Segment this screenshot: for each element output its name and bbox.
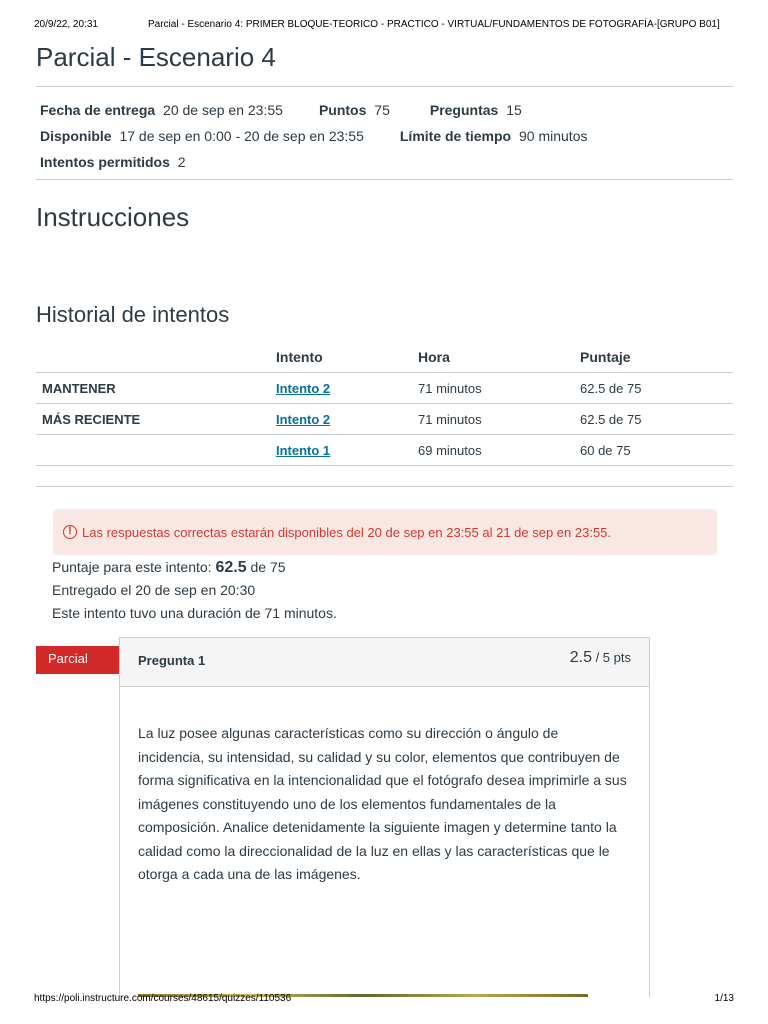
attempt-status xyxy=(36,435,270,466)
warning-circle-icon: ! xyxy=(63,525,77,539)
submission-summary xyxy=(52,556,337,625)
quiz-content xyxy=(36,40,733,487)
points-value: 75 xyxy=(374,102,390,118)
print-footer xyxy=(0,990,768,1010)
question-card xyxy=(119,637,650,997)
question-header xyxy=(120,638,649,687)
questions-label: Preguntas xyxy=(429,102,499,118)
due-label: Fecha de entrega xyxy=(40,102,156,118)
column-header: Puntaje xyxy=(574,342,733,373)
table-row xyxy=(36,373,733,404)
divider xyxy=(36,486,733,487)
page-title: Parcial - Escenario 4 xyxy=(36,42,276,72)
points xyxy=(319,102,390,118)
attempts-table xyxy=(36,342,733,466)
attempt-time: 71 minutos xyxy=(412,373,574,404)
column-header: Intento xyxy=(270,342,412,373)
question-text: La luz posee algunas características como su dirección o ángulo de incidencia, su intensidad, su calidad y su color, elementos que contribuyen de forma significativa en la intencionalidad que el fotógrafo desea imprimirle a sus imágenes constituyendo uno de los elementos fundamentales de la composición. Analice detenidamente la siguiente imagen y determine tanto la calidad como la direccionalidad de la luz en ellas y las características que le otorga a cada una de las imágenes. xyxy=(138,725,627,882)
instructions-heading: Instrucciones xyxy=(36,202,190,232)
attempt-time: 69 minutos xyxy=(412,435,574,466)
table-row xyxy=(36,435,733,466)
partial-tag-label: Parcial xyxy=(48,651,88,666)
time-limit-value: 90 minutos xyxy=(519,128,588,144)
history-heading: Historial de intentos xyxy=(36,302,230,327)
question-name: Pregunta 1 xyxy=(138,653,206,668)
duration-line: Este intento tuvo una duración de 71 minutos. xyxy=(52,605,337,621)
available-value: 17 de sep en 0:00 - 20 de sep en 23:55 xyxy=(119,128,364,144)
print-url: https://poli.instructure.com/courses/48615/quizzes/110536 xyxy=(34,993,292,1004)
score-prefix: Puntaje para este intento: xyxy=(52,559,216,575)
print-header xyxy=(0,0,768,30)
answers-availability-alert xyxy=(53,509,717,555)
partial-credit-tag xyxy=(36,646,122,674)
time-limit-label: Límite de tiempo xyxy=(399,128,512,144)
points-total: / 5 pts xyxy=(591,650,631,665)
page-number: 1/13 xyxy=(714,993,734,1004)
available-label: Disponible xyxy=(40,128,112,144)
question-points xyxy=(570,649,631,667)
attempt-score: 60 de 75 xyxy=(574,435,733,466)
table-row xyxy=(36,404,733,435)
available xyxy=(40,128,364,144)
attempt-score: 62.5 de 75 xyxy=(574,373,733,404)
time-limit xyxy=(400,128,588,144)
attempt-link[interactable]: Intento 1 xyxy=(276,442,331,458)
points-earned: 2.5 xyxy=(569,649,592,666)
submitted-line: Entregado el 20 de sep en 20:30 xyxy=(52,582,256,598)
allowed-attempts xyxy=(40,154,186,170)
points-label: Puntos xyxy=(318,102,367,118)
attempt-time: 71 minutos xyxy=(412,404,574,435)
questions xyxy=(430,102,522,118)
attempt-status: MÁS RECIENTE xyxy=(36,404,270,435)
alert-text: Las respuestas correctas estarán disponibles del 20 de sep en 23:55 al 21 de sep en 23:55. xyxy=(82,524,612,540)
attempt-score-line xyxy=(52,556,337,579)
due-date xyxy=(40,102,283,118)
questions-value: 15 xyxy=(506,102,522,118)
print-date: 20/9/22, 20:31 xyxy=(34,19,98,30)
due-value: 20 de sep en 23:55 xyxy=(163,102,283,118)
attempt-score: 62.5 de 75 xyxy=(574,404,733,435)
print-title: Parcial - Escenario 4: PRIMER BLOQUE-TEORICO - PRACTICO - VIRTUAL/FUNDAMENTOS DE FOTOGRAFÍA-[GRUPO B01] xyxy=(148,19,720,30)
attempt-status: MANTENER xyxy=(36,373,270,404)
table-header-row xyxy=(36,342,733,373)
quiz-details xyxy=(36,87,733,179)
column-header xyxy=(36,342,270,373)
attempt-link[interactable]: Intento 2 xyxy=(276,380,331,396)
column-header: Hora xyxy=(412,342,574,373)
score-value: 62.5 xyxy=(215,559,247,576)
score-suffix: de 75 xyxy=(246,559,286,575)
attempt-link[interactable]: Intento 2 xyxy=(276,411,331,427)
attempts-label: Intentos permitidos xyxy=(40,154,170,170)
attempts-value: 2 xyxy=(177,154,186,170)
